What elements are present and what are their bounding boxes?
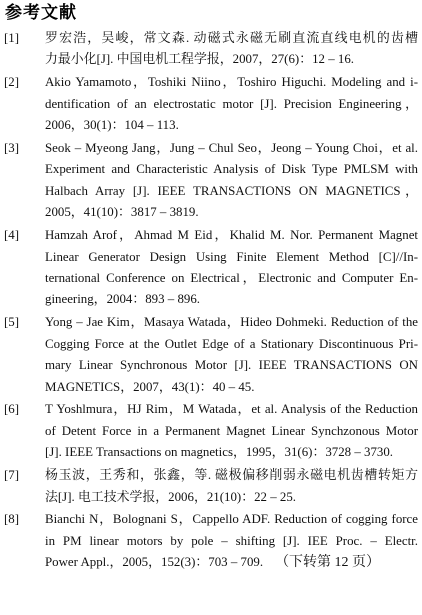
reference-line: Hamzah Arof，Ahmad M Eid，Khalid M. Nor. Permanent Magnet xyxy=(45,228,418,243)
reference-number: [7] xyxy=(4,468,20,483)
reference-line: 法[J]. 电工技术学报，2006，21(10)：22 – 25. xyxy=(45,489,296,504)
reference-number: [1] xyxy=(4,31,20,45)
reference-line: mary Linear Synchronous Motor [J]. IEEE TRANSACTIONS ON xyxy=(45,358,418,373)
reference-entry xyxy=(0,72,422,136)
reference-number: [5] xyxy=(4,315,20,330)
reference-line: of Detent Force in a Permanent Magnet Linear Synchzonous Motor xyxy=(45,423,418,438)
reference-line-row xyxy=(45,552,418,573)
reference-line: 罗宏浩，吴峻，常文森. 动磁式永磁无刷直流直线电机的齿槽 xyxy=(45,31,418,45)
reference-line: [J]. IEEE Transactions on magnetics，1995，31(6)：3728 – 3730. xyxy=(45,445,394,460)
reference-list xyxy=(0,28,422,575)
references-heading: 参考文献 xyxy=(5,3,77,23)
reference-number: [3] xyxy=(4,141,20,156)
reference-number: [8] xyxy=(4,512,20,527)
reference-line: Power Appl.，2005，152(3)：703 – 709. xyxy=(45,555,264,570)
reference-number: [6] xyxy=(4,402,20,417)
reference-line: dentification of an electrostatic motor [J]. Precision Engineering， xyxy=(45,96,418,111)
reference-line: Linear Generator Design Using Finite Element Method [C]//In- xyxy=(45,249,418,264)
reference-line: Cogging Force at the Outlet Edge of a Stationary Discontinuous Pri- xyxy=(45,336,418,351)
reference-number: [2] xyxy=(4,75,20,90)
reference-line: ternational Conference on Electrical，Electronic and Computer En- xyxy=(45,270,418,285)
reference-line: in PM linear motors by pole – shifting [J]. IEE Proc. – Electr. xyxy=(45,533,418,548)
reference-number: [4] xyxy=(4,228,20,243)
reference-line: 杨玉波，王秀和，张鑫，等. 磁极偏移削弱永磁电机齿槽转矩方 xyxy=(45,468,418,483)
reference-line: gineering，2004：893 – 896. xyxy=(45,292,201,307)
reference-entry xyxy=(0,509,422,573)
reference-line: T Yoshlmura，HJ Rim，M Watada，et al. Analysis of the Reduction xyxy=(45,402,418,417)
reference-line: Bianchi N，Bolognani S，Cappello ADF. Reduction of cogging force xyxy=(45,512,418,527)
reference-entry xyxy=(0,399,422,463)
reference-entry xyxy=(0,28,422,71)
reference-line: Experiment and Characteristic Analysis of Disk Type PMLSM with xyxy=(45,162,418,177)
reference-line: Halbach Array [J]. IEEE TRANSACTIONS ON MAGNETICS， xyxy=(45,183,418,198)
reference-entry xyxy=(0,225,422,311)
reference-line: Seok – Myeong Jang，Jung – Chul Seo，Jeong – Young Choi，et al. xyxy=(45,141,418,156)
reference-line: MAGNETICS，2007，43(1)：40 – 45. xyxy=(45,379,255,394)
reference-line: Yong – Jae Kim，Masaya Watada，Hideo Dohmeki. Reduction of the xyxy=(45,315,418,330)
reference-entry xyxy=(0,465,422,508)
continuation-note: （下转第 12 页） xyxy=(275,555,381,571)
reference-entry xyxy=(0,312,422,398)
reference-line: 力最小化[J]. 中国电机工程学报，2007，27(6)：12 – 16. xyxy=(45,52,355,67)
reference-line: 2005，41(10)：3817 – 3819. xyxy=(45,205,199,220)
reference-line: 2006，30(1)：104 – 113. xyxy=(45,118,179,133)
reference-entry xyxy=(0,138,422,224)
reference-line: Akio Yamamoto，Toshiki Niino，Toshiro Higuchi. Modeling and i- xyxy=(45,75,418,90)
